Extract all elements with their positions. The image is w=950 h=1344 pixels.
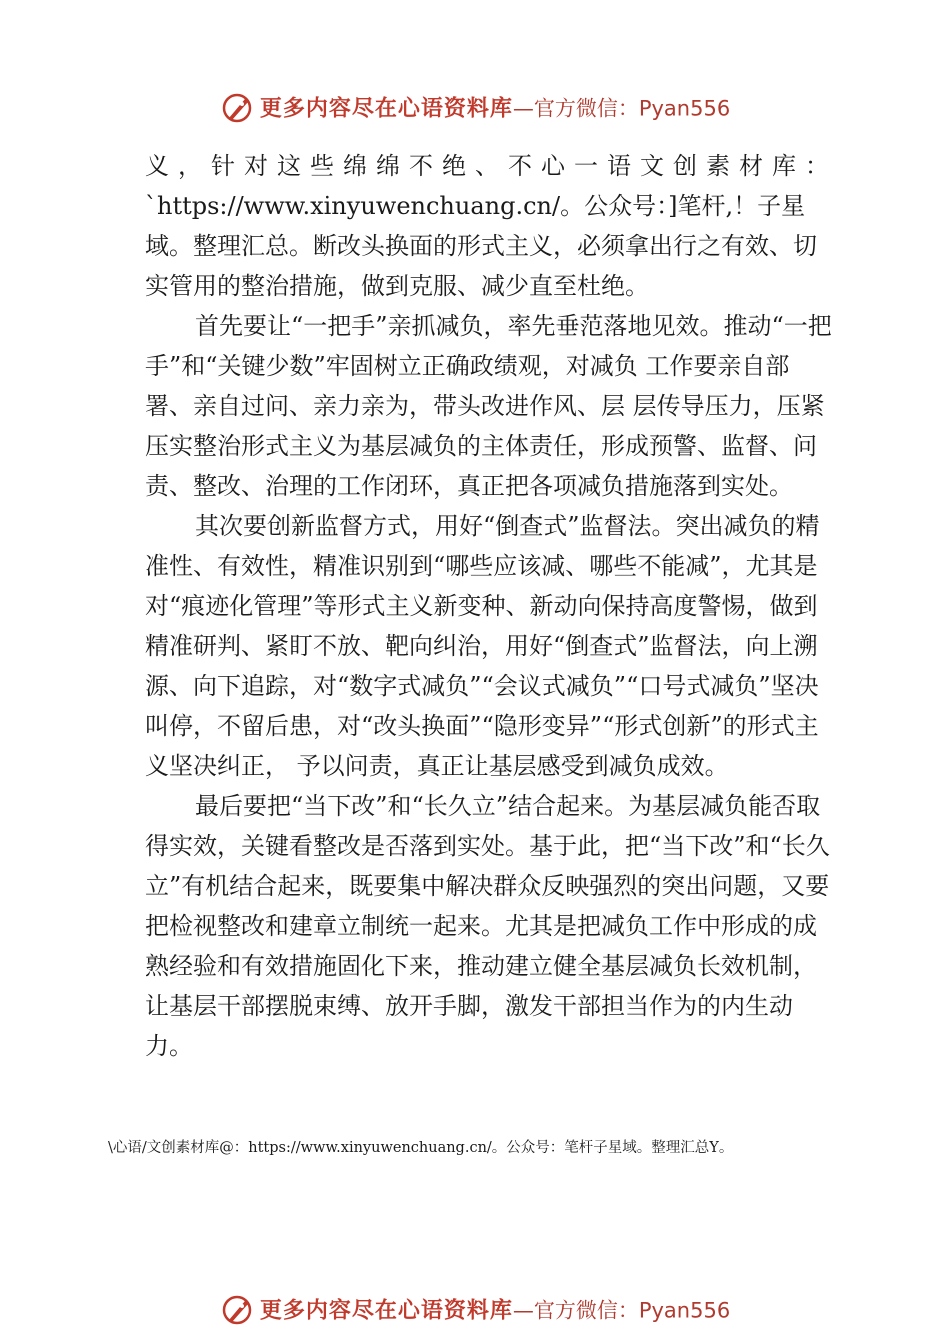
- header-contact-text: —官方微信：Pyan556: [512, 96, 731, 121]
- paragraph-1-rest: `https://www.xinyuwenchuang.cn/。公众号：]笔杆,！子星域。整理汇总。断改头换面的形式主义，必须拿出行之有效、切实管用的整治措施，做到克服、减少直至杜绝。: [145, 192, 817, 300]
- source-footnote: \心语/文创素材库@：https://www.xinyuwenchuang.cn/。公众号：笔杆子星域。整理汇总Y。: [108, 1140, 734, 1156]
- footer-contact-text: —官方微信：Pyan556: [512, 1298, 731, 1323]
- paragraph-3: 其次要创新监督方式，用好“倒查式”监督法。突出减负的精准性、有效性，精准识别到“哪些应该减、哪些不能减”，尤其是对“痕迹化管理”等形式主义新变种、新动向保持高度警惕，做到精准研判、紧盯不放、靶向纠治，用好“倒查式”监督法，向上溯源、向下追踪，对“数字式减负”“会议式减负”“口号式减负”坚决叫停，不留后患，对“改头换面”“隐形变异”“形式创新”的形式主义坚决纠正， 予以问责，真正让基层感受到减负成效。: [145, 512, 820, 780]
- paragraph-1-first-line: 义，针对这些绵绵不绝、不心一语文创素材库：: [145, 152, 838, 180]
- pen-nib-seal-icon: [220, 91, 254, 125]
- header-brand-text: 更多内容尽在心语资料库: [259, 95, 513, 122]
- footer-banner: [0, 1290, 950, 1330]
- paragraph-1: [145, 146, 838, 306]
- paragraph-2: 首先要让“一把手”亲抓减负，率先垂范落地见效。推动“一把手”和“关键少数”牢固树立正确政绩观，对减负 工作要亲自部署、亲自过问、亲力亲为，带头改进作风、层 层传导压力，压紧压实整治形式主义为基层减负的主体责任，形成预警、监督、问责、整改、治理的工作闭环，真正把各项减负措施落到实处。: [145, 312, 832, 500]
- footer-brand-text: 更多内容尽在心语资料库: [259, 1297, 513, 1324]
- article-body: [145, 146, 838, 1066]
- header-banner: [0, 88, 950, 128]
- paragraph-4: 最后要把“当下改”和“长久立”结合起来。为基层减负能否取得实效，关键看整改是否落到实处。基于此，把“当下改”和“长久立”有机结合起来，既要集中解决群众反映强烈的突出问题，又要把检视整改和建章立制统一起来。尤其是把减负工作中形成的成熟经验和有效措施固化下来，推动建立健全基层减负长效机制，让基层干部摆脱束缚、放开手脚，激发干部担当作为的内生动力。: [145, 792, 830, 1060]
- pen-nib-seal-icon: [220, 1293, 254, 1327]
